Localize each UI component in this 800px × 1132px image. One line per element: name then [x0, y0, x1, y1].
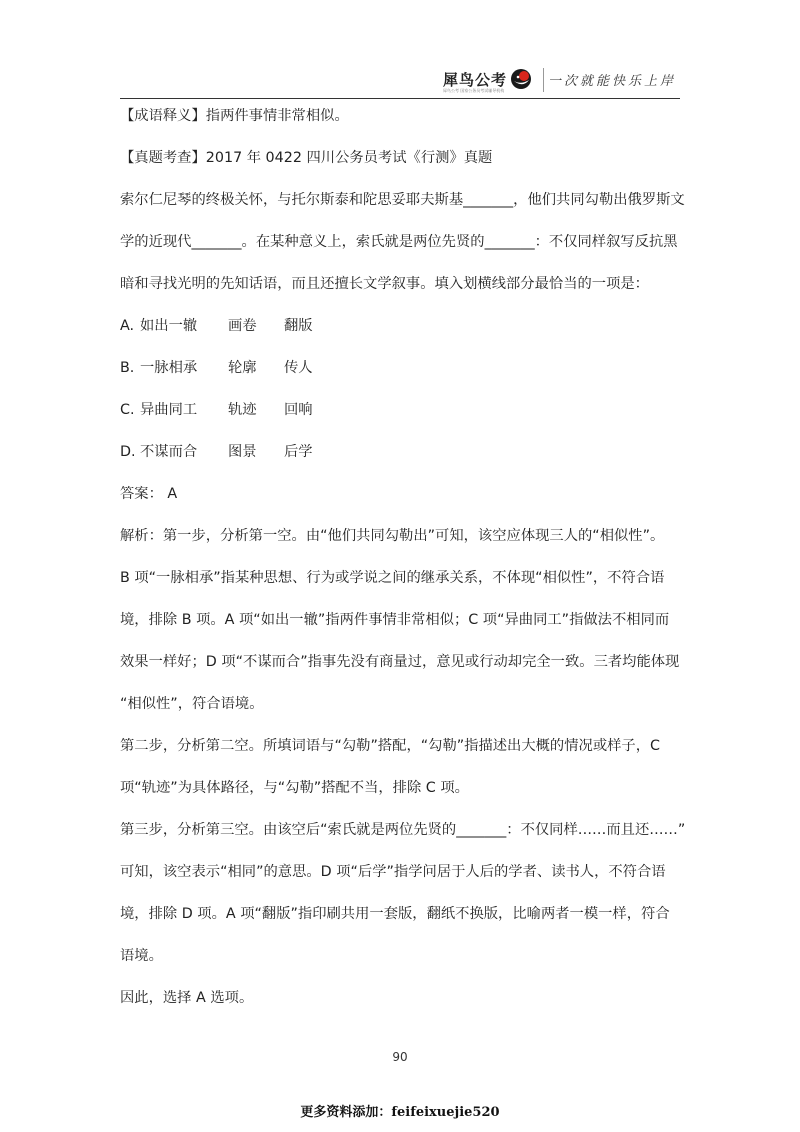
header-slogan: 一次就能快乐上岸: [547, 74, 676, 89]
hornbill-logo-icon: [510, 68, 532, 90]
logo-text: 犀鸟公考: [442, 70, 507, 89]
option-letter: B.: [120, 360, 135, 376]
option-word-3: 翻版: [284, 318, 313, 334]
option-b: [120, 358, 682, 378]
header-divider: [543, 68, 544, 92]
option-a: [120, 316, 682, 336]
option-word-2: 轮廓: [228, 360, 257, 376]
analysis-line: 效果一样好；D 项“不谋而合”指事先没有商量过，意见或行动却完全一致。三者均能体现: [120, 654, 680, 670]
analysis-line: 可知，该空表示“相同”的意思。D 项“后学”指学问居于人后的学者、读书人，不符合语: [120, 864, 666, 880]
idiom-definition: 【成语释义】指两件事情非常相似。: [120, 108, 349, 124]
question-text-line: 暗和寻找光明的先知话语，而且还擅长文学叙事。填入划横线部分最恰当的一项是：: [120, 276, 649, 292]
footer-contact: 更多资料添加：feifeixuejie520: [300, 1105, 500, 1120]
question-content: [120, 106, 686, 1030]
analysis-line: “相似性”，符合语境。: [120, 696, 264, 712]
question-text-line: 学的近现代_______。在某种意义上，索氏就是两位先贤的_______：不仅同样叙写反抗黑: [120, 234, 678, 250]
analysis-line: 语境。: [120, 948, 163, 964]
analysis-line: 境，排除 B 项。A 项“如出一辙”指两件事情非常相似；C 项“异曲同工”指做法不相同而: [120, 612, 670, 628]
logo-subtext: 犀鸟公考 国家公务员考试辅导机构: [442, 88, 505, 93]
conclusion-line: 因此，选择 A 选项。: [120, 990, 254, 1006]
option-letter: D.: [120, 444, 136, 460]
page-number: 90: [392, 1050, 408, 1064]
analysis-line: 境，排除 D 项。A 项“翻版”指印刷共用一套版，翻纸不换版，比喻两者一模一样，符合: [120, 906, 670, 922]
exam-source: 【真题考查】2017 年 0422 四川公务员考试《行测》真题: [120, 150, 493, 166]
analysis-line: 解析：第一步，分析第一空。由“他们共同勾勒出”可知，该空应体现三人的“相似性”。: [120, 528, 665, 544]
option-d: [120, 442, 682, 462]
question-text-line: 索尔仁尼琴的终极关怀，与托尔斯泰和陀思妥耶夫斯基_______，他们共同勾勒出俄罗斯文: [120, 192, 685, 208]
option-word-3: 回响: [284, 402, 313, 418]
option-word-1: 如出一辙: [140, 318, 198, 334]
option-word-2: 图景: [228, 444, 257, 460]
option-word-3: 传人: [284, 360, 313, 376]
analysis-line: 第二步，分析第二空。所填词语与“勾勒”搭配，“勾勒”指描述出大概的情况或样子，C: [120, 738, 660, 754]
option-word-1: 一脉相承: [140, 360, 198, 376]
analysis-line: 项“轨迹”为具体路径，与“勾勒”搭配不当，排除 C 项。: [120, 780, 469, 796]
analysis-line: 第三步，分析第三空。由该空后“索氏就是两位先贤的_______：不仅同样……而且还……”: [120, 822, 686, 838]
option-word-1: 不谋而合: [140, 444, 198, 460]
option-letter: A.: [120, 318, 135, 334]
option-letter: C.: [120, 402, 135, 418]
analysis-line: B 项“一脉相承”指某种思想、行为或学说之间的继承关系，不体现“相似性”，不符合语: [120, 570, 665, 586]
option-word-3: 后学: [284, 444, 313, 460]
page-header: [120, 58, 680, 99]
option-word-2: 轨迹: [228, 402, 257, 418]
option-word-1: 异曲同工: [140, 402, 198, 418]
option-word-2: 画卷: [228, 318, 257, 334]
option-c: [120, 400, 682, 420]
answer: 答案： A: [120, 486, 178, 502]
brand-logo: [443, 66, 532, 92]
